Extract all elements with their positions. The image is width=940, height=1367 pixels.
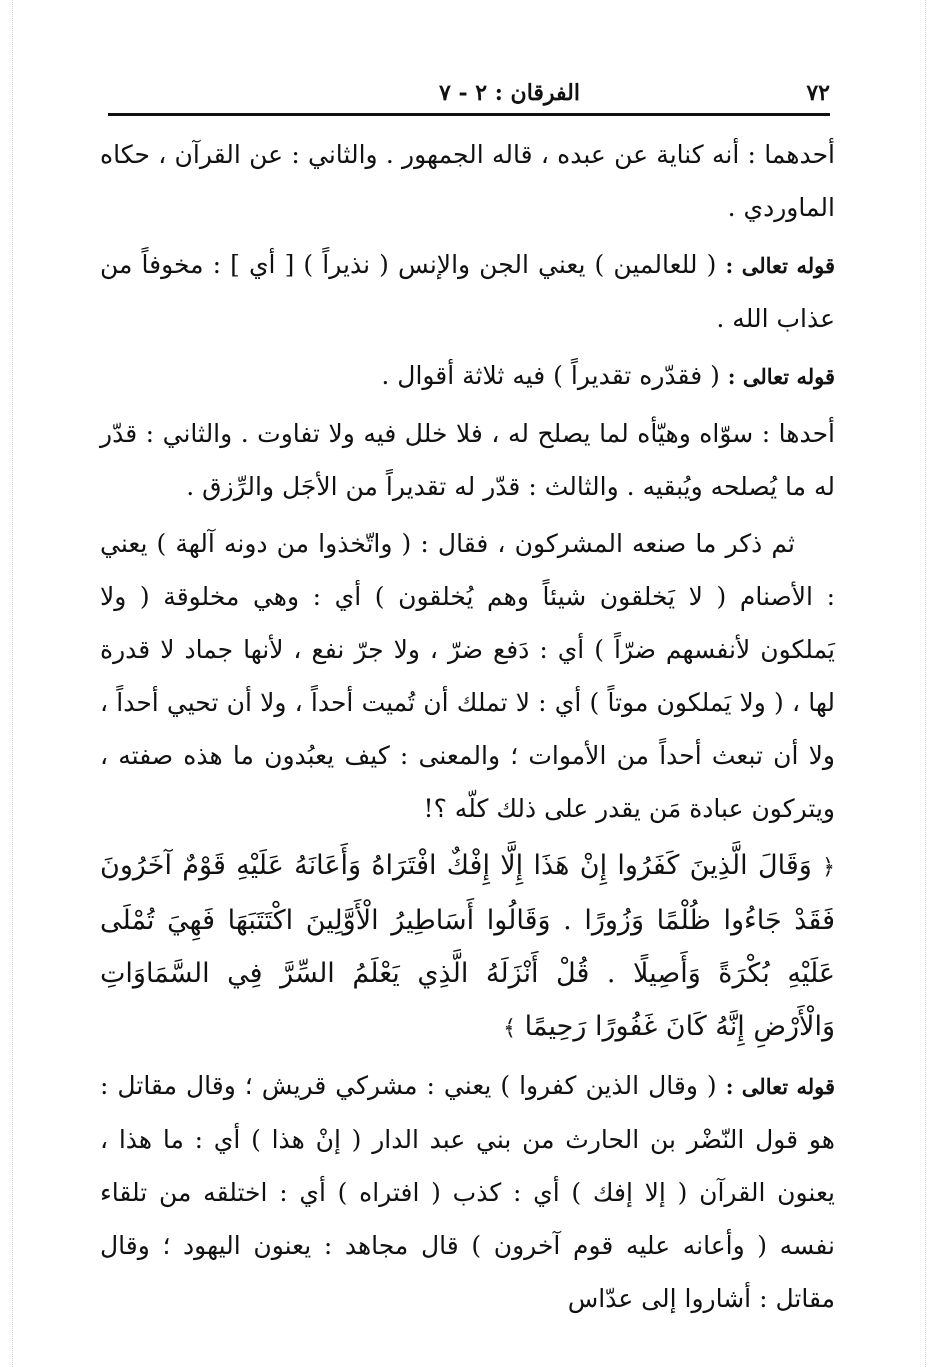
paragraph-text: أحدها : سوّاه وهيّأه لما يصلح له ، فلا خلل فيه ولا تفاوت . والثاني : قدّر له ما يُصلحه ويُبقيه . والثالث : قدّر له تقديراً من الأجَل والرِّزق . bbox=[100, 419, 835, 501]
quran-verse-block bbox=[100, 839, 835, 1055]
page-body bbox=[100, 128, 835, 1325]
running-title: الفرقان : ٢ - ٧ bbox=[438, 80, 580, 106]
paragraph bbox=[100, 517, 835, 835]
page-margin-line-left bbox=[12, 0, 13, 1367]
quran-verse-text: وَقَالَ الَّذِينَ كَفَرُوا إِنْ هَذَا إِلَّا إِفْكٌ افْتَرَاهُ وَأَعَانَهُ عَلَيْهِ قَوْمٌ آخَرُونَ فَقَدْ جَاءُوا ظُلْمًا وَزُورًا . وَقَالُوا أَسَاطِيرُ الْأَوَّلِينَ اكْتَتَبَهَا فَهِيَ تُمْلَى عَلَيْهِ بُكْرَةً وَأَصِيلًا . قُلْ أَنْزَلَهُ الَّذِي يَعْلَمُ السِّرَّ فِي السَّمَاوَاتِ وَالْأَرْضِ إِنَّهُ كَانَ غَفُورًا رَحِيمًا bbox=[100, 850, 835, 1042]
paragraph-text: ( وقال الذين كفروا ) يعني : مشركي قريش ؛ وقال مقاتل : هو قول النّضْر بن الحارث من بني عبد الدار ( إنْ هذا ) أي : ما هذا ، يعنون القرآن ( إلا إفك ) أي : كذب ( افتراه ) أي : اختلقه من تلقاء نفسه ( وأعانه عليه قوم آخرون ) قال مجاهد : يعنون اليهود ؛ وقال مقاتل : أشاروا إلى عدّاس bbox=[100, 1071, 835, 1313]
paragraph-text: ( فقدّره تقديراً ) فيه ثلاثة أقوال . bbox=[381, 361, 720, 390]
verse-label: قوله تعالى : bbox=[725, 1074, 835, 1099]
paragraph bbox=[100, 1059, 835, 1325]
paragraph bbox=[100, 238, 835, 345]
paragraph bbox=[100, 349, 835, 403]
verse-label: قوله تعالى : bbox=[725, 253, 835, 278]
paragraph-text: ثم ذكر ما صنعه المشركون ، فقال : ( واتّخذوا من دونه آلهة ) يعني : الأصنام ( لا يَخلقون شيئاً وهم يُخلقون ) أي : وهي مخلوقة ( ولا يَملكون لأنفسهم ضرّاً ) أي : دَفع ضرّ ، ولا جرّ نفع ، لأنها جماد لا قدرة لها ، ( ولا يَملكون موتاً ) أي : لا تملك أن تُميت أحداً ، ولا أن تحيي أحداً ، ولا أن تبعث أحداً من الأموات ؛ والمعنى : كيف يعبُدون ما هذه صفته ، ويتركون عبادة مَن يقدر على ذلك كلّه ؟! bbox=[100, 529, 835, 823]
verse-label: قوله تعالى : bbox=[727, 364, 835, 389]
paragraph-text: ( للعالمين ) يعني الجن والإنس ( نذيراً ) [ أي ] : مخوفاً من عذاب الله . bbox=[100, 250, 835, 333]
page-margin-line-right bbox=[925, 0, 926, 1367]
page-header bbox=[108, 72, 830, 116]
header-rule bbox=[108, 113, 830, 116]
paragraph bbox=[100, 128, 835, 234]
page-number: ٧٢ bbox=[806, 80, 830, 106]
paragraph bbox=[100, 407, 835, 513]
quran-bracket-close: ﴾ bbox=[503, 1016, 517, 1041]
quran-bracket-open: ﴿ bbox=[822, 855, 835, 880]
paragraph-text: أحدهما : أنه كناية عن عبده ، قاله الجمهور . والثاني : عن القرآن ، حكاه الماوردي . bbox=[100, 140, 835, 222]
